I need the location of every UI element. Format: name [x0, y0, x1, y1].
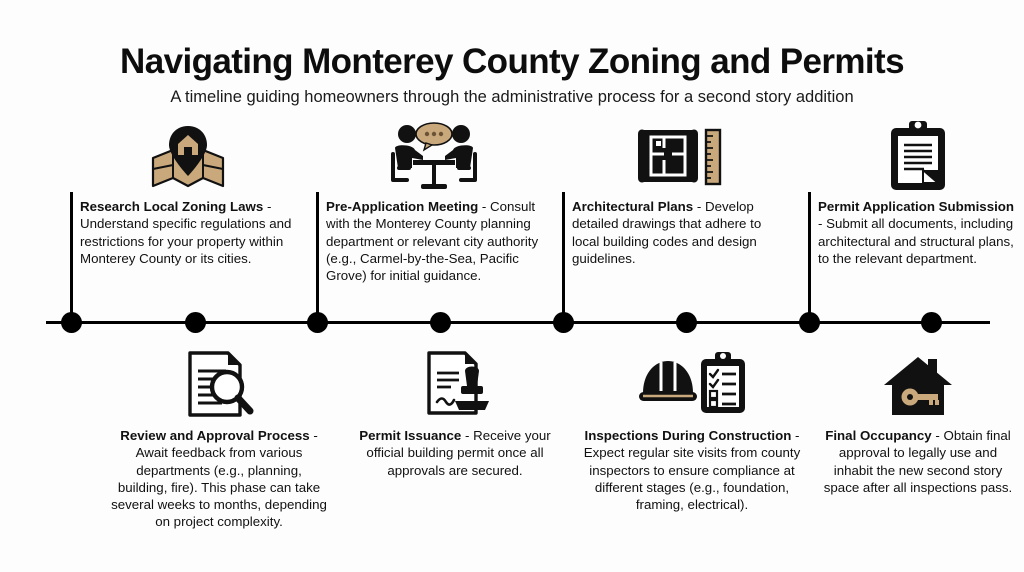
step-2-dash: -: [478, 199, 491, 214]
timeline-stem-4: [808, 192, 811, 322]
step-8-heading: Final Occupancy: [825, 428, 932, 443]
page-subtitle: A timeline guiding homeowners through the administrative process for a second story addition: [170, 88, 854, 106]
step-4-dash: -: [818, 216, 827, 232]
step-4: [818, 118, 1018, 267]
step-5-dash: -: [309, 428, 318, 443]
step-3-body: Develop detailed drawings that adhere to local building codes and design guidelines.: [572, 199, 762, 266]
step-8-body: Obtain final approval to legally use and inhabit the new second story space after all inspections pass.: [823, 428, 1013, 495]
clipboard-document-icon: [818, 118, 1018, 192]
step-1-dash: -: [263, 199, 272, 214]
timeline-stem-3: [562, 192, 565, 322]
step-2: [326, 118, 541, 284]
step-7-body: Expect regular site visits from county inspectors to ensure compliance at different stages (e.g., foundation, framing, electrical).: [583, 445, 801, 513]
step-7: [583, 345, 801, 513]
timeline-node[interactable]: [307, 312, 328, 333]
timeline-node[interactable]: [921, 312, 942, 333]
timeline-stem-1: [70, 192, 73, 322]
step-2-heading: Pre-Application Meeting: [326, 199, 479, 214]
step-2-text: [326, 198, 541, 284]
step-2-body: Consult with the Monterey County planning department or relevant city authority (e.g., Carmel-by-the-Sea, Pacific Grove) for initial guidance.: [326, 199, 539, 284]
step-5-heading: Review and Approval Process: [120, 428, 310, 443]
step-1: [80, 118, 295, 267]
step-8-text: [818, 427, 1018, 496]
step-7-heading: Inspections During Construction: [584, 428, 792, 443]
step-5-text: [110, 427, 328, 531]
blueprint-floorplan-ruler-icon: [572, 118, 787, 192]
step-6-heading: Permit Issuance: [359, 428, 462, 443]
step-3-text: [572, 198, 787, 267]
step-5-body: Await feedback from various departments (e.g., planning, building, fire). This phase can take several weeks to months, depending on project complexity.: [111, 445, 327, 530]
timeline-node[interactable]: [799, 312, 820, 333]
step-7-text: [583, 427, 801, 513]
step-1-heading: Research Local Zoning Laws: [80, 199, 264, 214]
step-3: [572, 118, 787, 267]
timeline-node[interactable]: [676, 312, 697, 333]
step-5: [110, 345, 328, 531]
map-location-pin-icon: [80, 118, 295, 192]
step-6: [355, 345, 555, 479]
step-1-body: Understand specific regulations and restrictions for your property within Monterey County or its cities.: [80, 216, 292, 266]
step-8-dash: -: [931, 428, 944, 443]
timeline-node[interactable]: [553, 312, 574, 333]
step-3-heading: Architectural Plans: [572, 199, 694, 214]
step-3-dash: -: [693, 199, 706, 214]
meeting-two-people-table-icon: [326, 118, 541, 192]
step-4-heading: Permit Application Submission: [818, 199, 1015, 214]
step-6-dash: -: [461, 428, 474, 443]
step-4-body: Submit all documents, including architectural and structural plans, to the relevant department.: [818, 216, 1014, 266]
step-4-text: [818, 198, 1018, 267]
house-key-icon: [818, 345, 1018, 419]
hardhat-checklist-icon: [583, 345, 801, 419]
step-6-body: Receive your official building permit once all approvals are secured.: [366, 428, 551, 478]
timeline-stem-2: [316, 192, 319, 322]
timeline-node[interactable]: [185, 312, 206, 333]
timeline-node[interactable]: [430, 312, 451, 333]
document-stamp-signature-icon: [355, 345, 555, 419]
timeline-node[interactable]: [61, 312, 82, 333]
step-8: [818, 345, 1018, 496]
page-title: Navigating Monterey County Zoning and Permits: [120, 42, 904, 81]
step-7-dash: -: [791, 428, 800, 443]
document-magnifier-icon: [110, 345, 328, 419]
step-6-text: [355, 427, 555, 479]
step-1-text: [80, 198, 295, 267]
